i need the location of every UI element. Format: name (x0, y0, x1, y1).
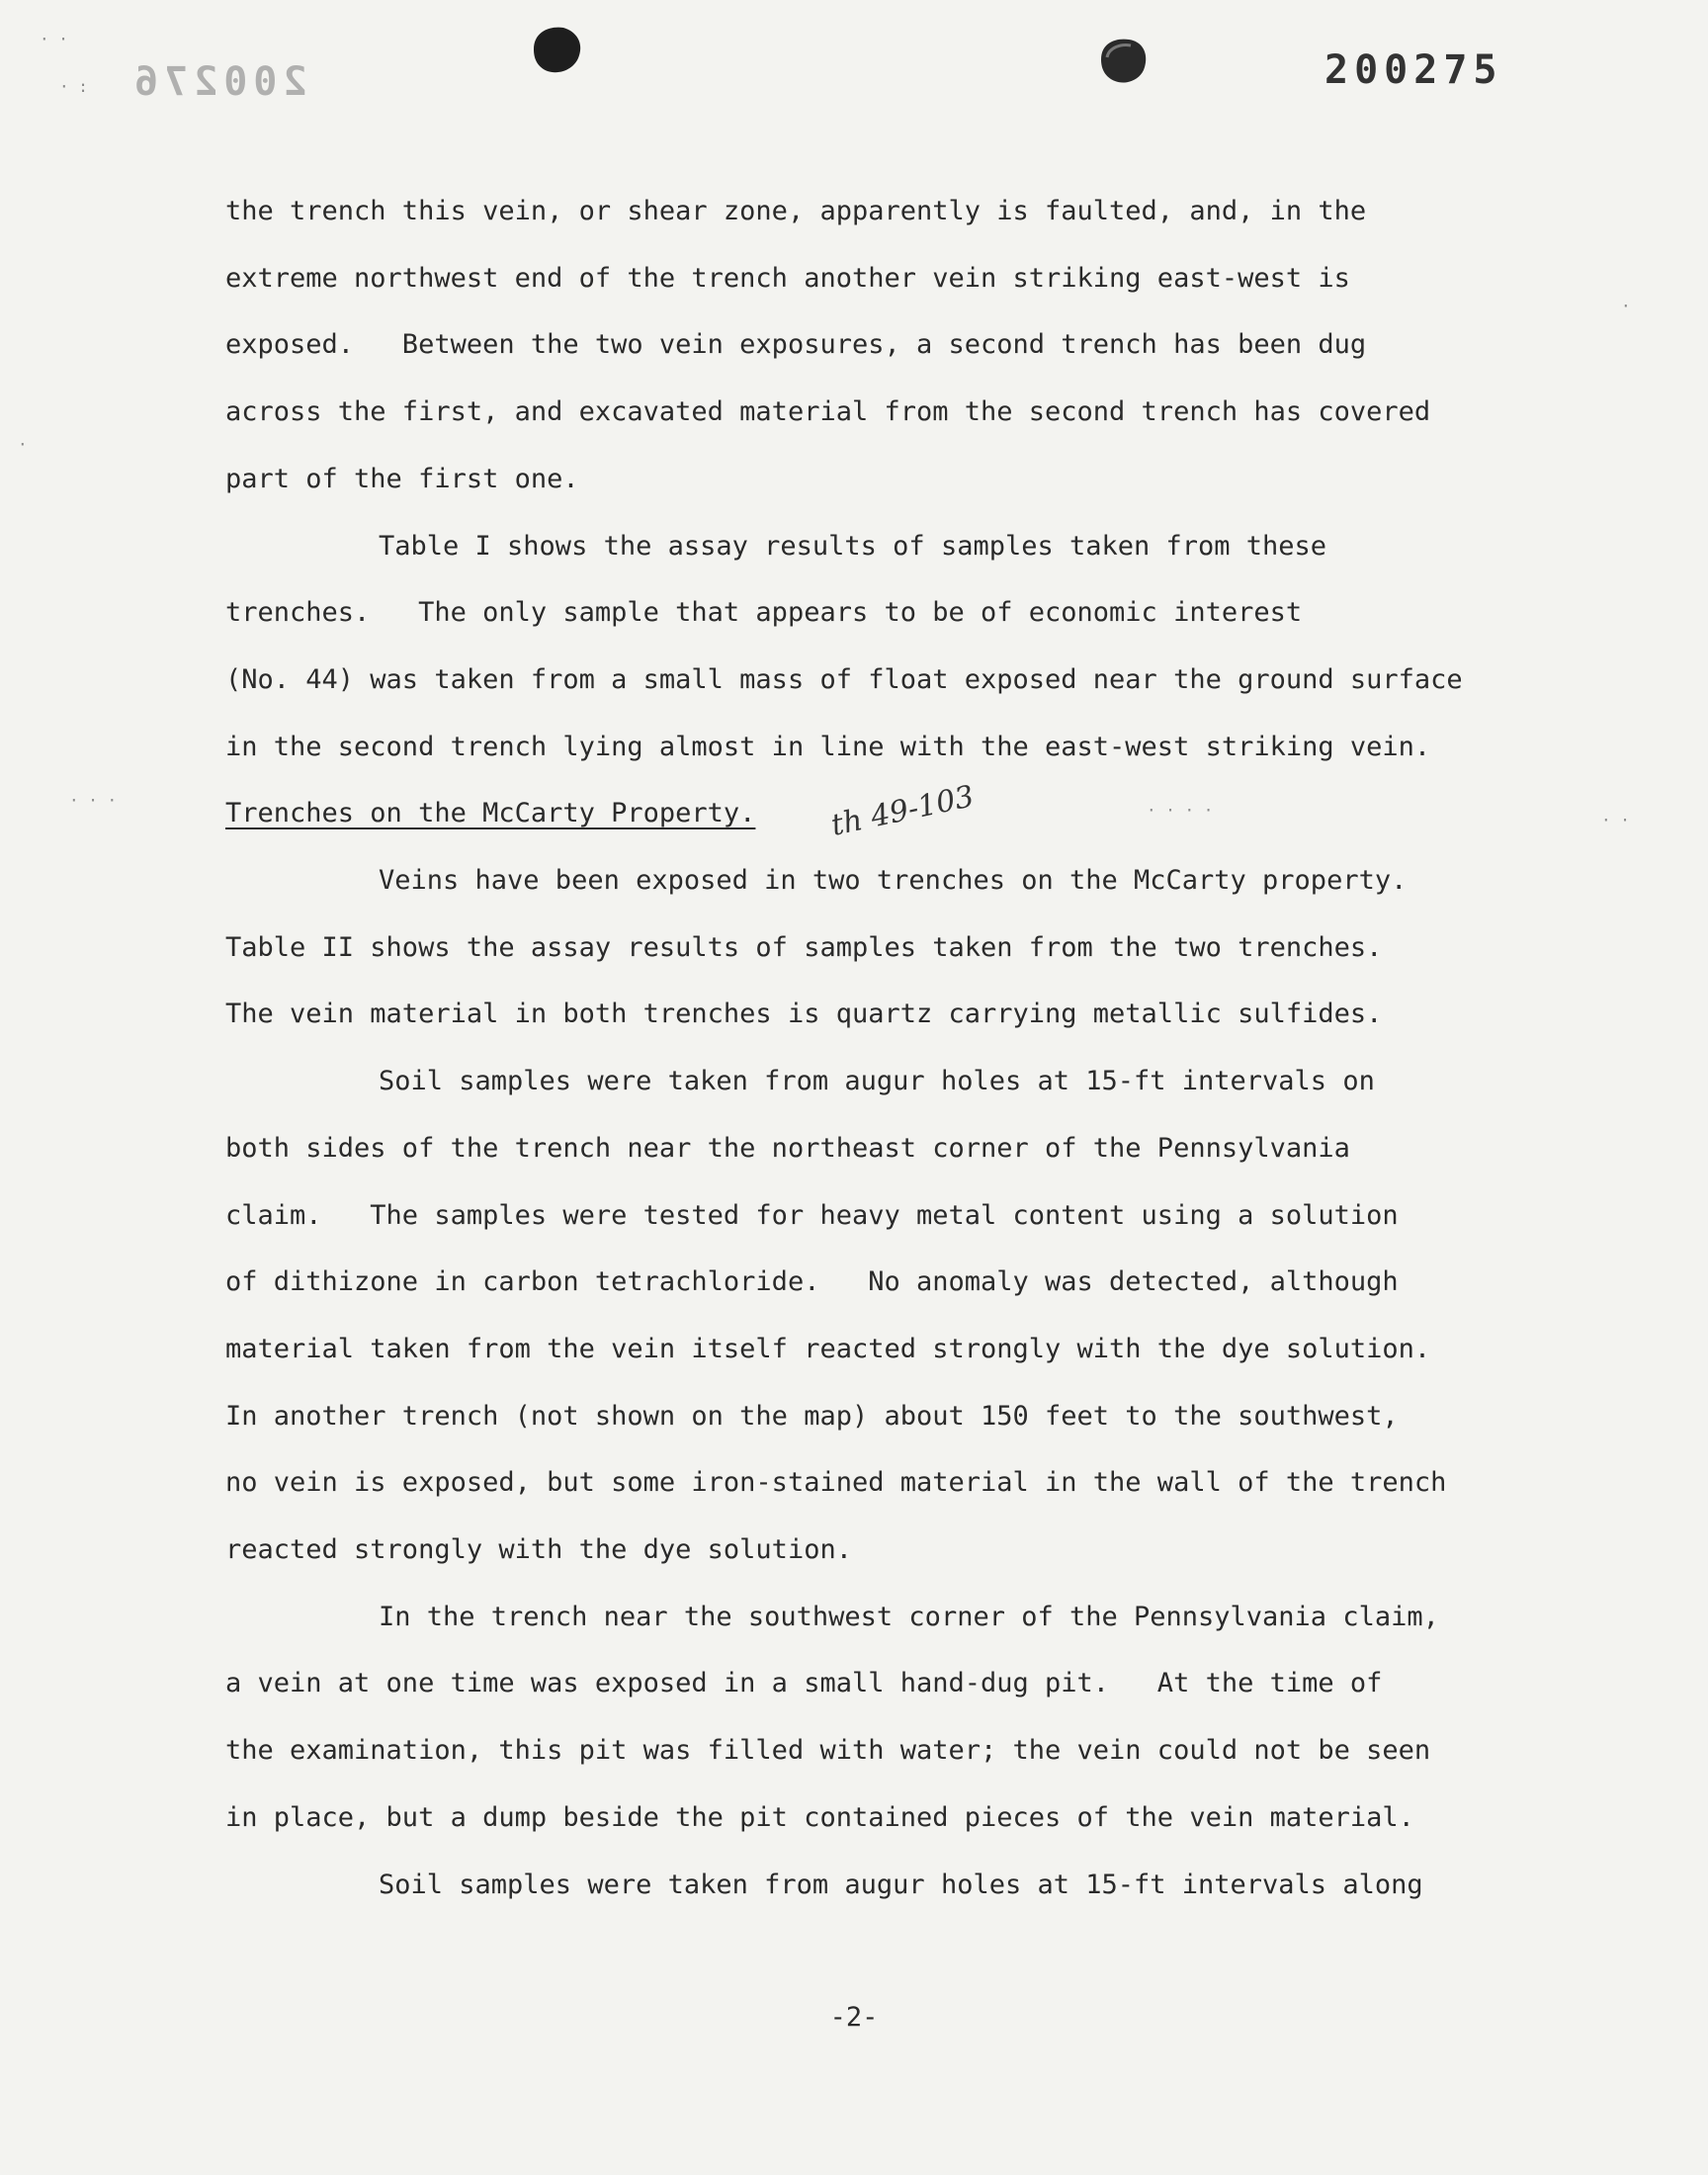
paragraph-4 (225, 1048, 1570, 1584)
text-line: (No. 44) was taken from a small mass of float exposed near the ground surface (225, 663, 1463, 695)
text-line: material taken from the vein itself reacted strongly with the dye solution. (225, 1333, 1431, 1364)
text-line: reacted strongly with the dye solution. (225, 1534, 852, 1566)
paragraph-1 (225, 178, 1570, 513)
text-line: in place, but a dump beside the pit contained pieces of the vein material. (225, 1801, 1414, 1833)
scan-speck: · : (59, 77, 88, 96)
text-line: The vein material in both trenches is quartz carrying metallic sulfides. (225, 999, 1383, 1030)
page-number: -2- (829, 2002, 879, 2033)
text-line: Soil samples were taken from augur holes at 15-ft intervals on (379, 1066, 1375, 1097)
text-line: Table II shows the assay results of samples taken from the two trenches. (225, 931, 1383, 963)
text-line: claim. The samples were tested for heavy metal content using a solution (225, 1199, 1399, 1231)
section-heading-line (225, 780, 1570, 847)
scan-speck: · (1621, 297, 1631, 315)
scan-speck: · (18, 435, 28, 454)
text-line: exposed. Between the two vein exposures, a second trench has been dug (225, 329, 1367, 361)
punch-hole-left (526, 22, 585, 77)
text-line: trenches. The only sample that appears to be of economic interest (225, 597, 1303, 629)
text-line: In the trench near the southwest corner of the Pennsylvania claim, (379, 1601, 1439, 1632)
document-number: 200275 (1324, 47, 1503, 93)
text-line: both sides of the trench near the northeast corner of the Pennsylvania (225, 1132, 1350, 1164)
text-line: of dithizone in carbon tetrachloride. No anomaly was detected, although (225, 1266, 1399, 1298)
paragraph-3 (225, 847, 1570, 1048)
paragraph-5 (225, 1584, 1570, 1852)
paragraph-6 (225, 1852, 1570, 1919)
scan-speck: · · · (69, 791, 118, 810)
text-line: in the second trench lying almost in line with the east-west striking vein. (225, 731, 1431, 762)
scan-speck: · · (1601, 811, 1630, 829)
scan-speck: · · (40, 30, 68, 48)
text-line: the trench this vein, or shear zone, apparently is faulted, and, in the (225, 196, 1367, 226)
body-text (225, 178, 1570, 1918)
scan-speck: · · · · (1147, 801, 1214, 820)
text-line: In another trench (not shown on the map) about 150 feet to the southwest, (225, 1400, 1399, 1432)
punch-hole-right (1095, 34, 1151, 87)
text-line: part of the first one. (225, 463, 579, 494)
text-line: extreme northwest end of the trench another vein striking east-west is (225, 262, 1350, 294)
paragraph-2 (225, 513, 1570, 781)
text-line: no vein is exposed, but some iron-stained material in the wall of the trench (225, 1467, 1447, 1499)
text-line: the examination, this pit was filled with water; the vein could not be seen (225, 1735, 1431, 1767)
text-line: Table I shows the assay results of samples taken from these (379, 530, 1327, 562)
text-line: Soil samples were taken from augur holes at 15-ft intervals along (379, 1869, 1423, 1900)
text-line: Veins have been exposed in two trenches on the McCarty property. (379, 865, 1408, 897)
text-line: across the first, and excavated material from the second trench has covered (225, 396, 1431, 428)
handwritten-note: th 49-103 (827, 779, 978, 844)
text-line: a vein at one time was exposed in a small hand-dug pit. At the time of (225, 1668, 1383, 1699)
section-heading: Trenches on the McCarty Property. (225, 798, 756, 829)
mirrored-document-number: 200276 (128, 59, 307, 105)
